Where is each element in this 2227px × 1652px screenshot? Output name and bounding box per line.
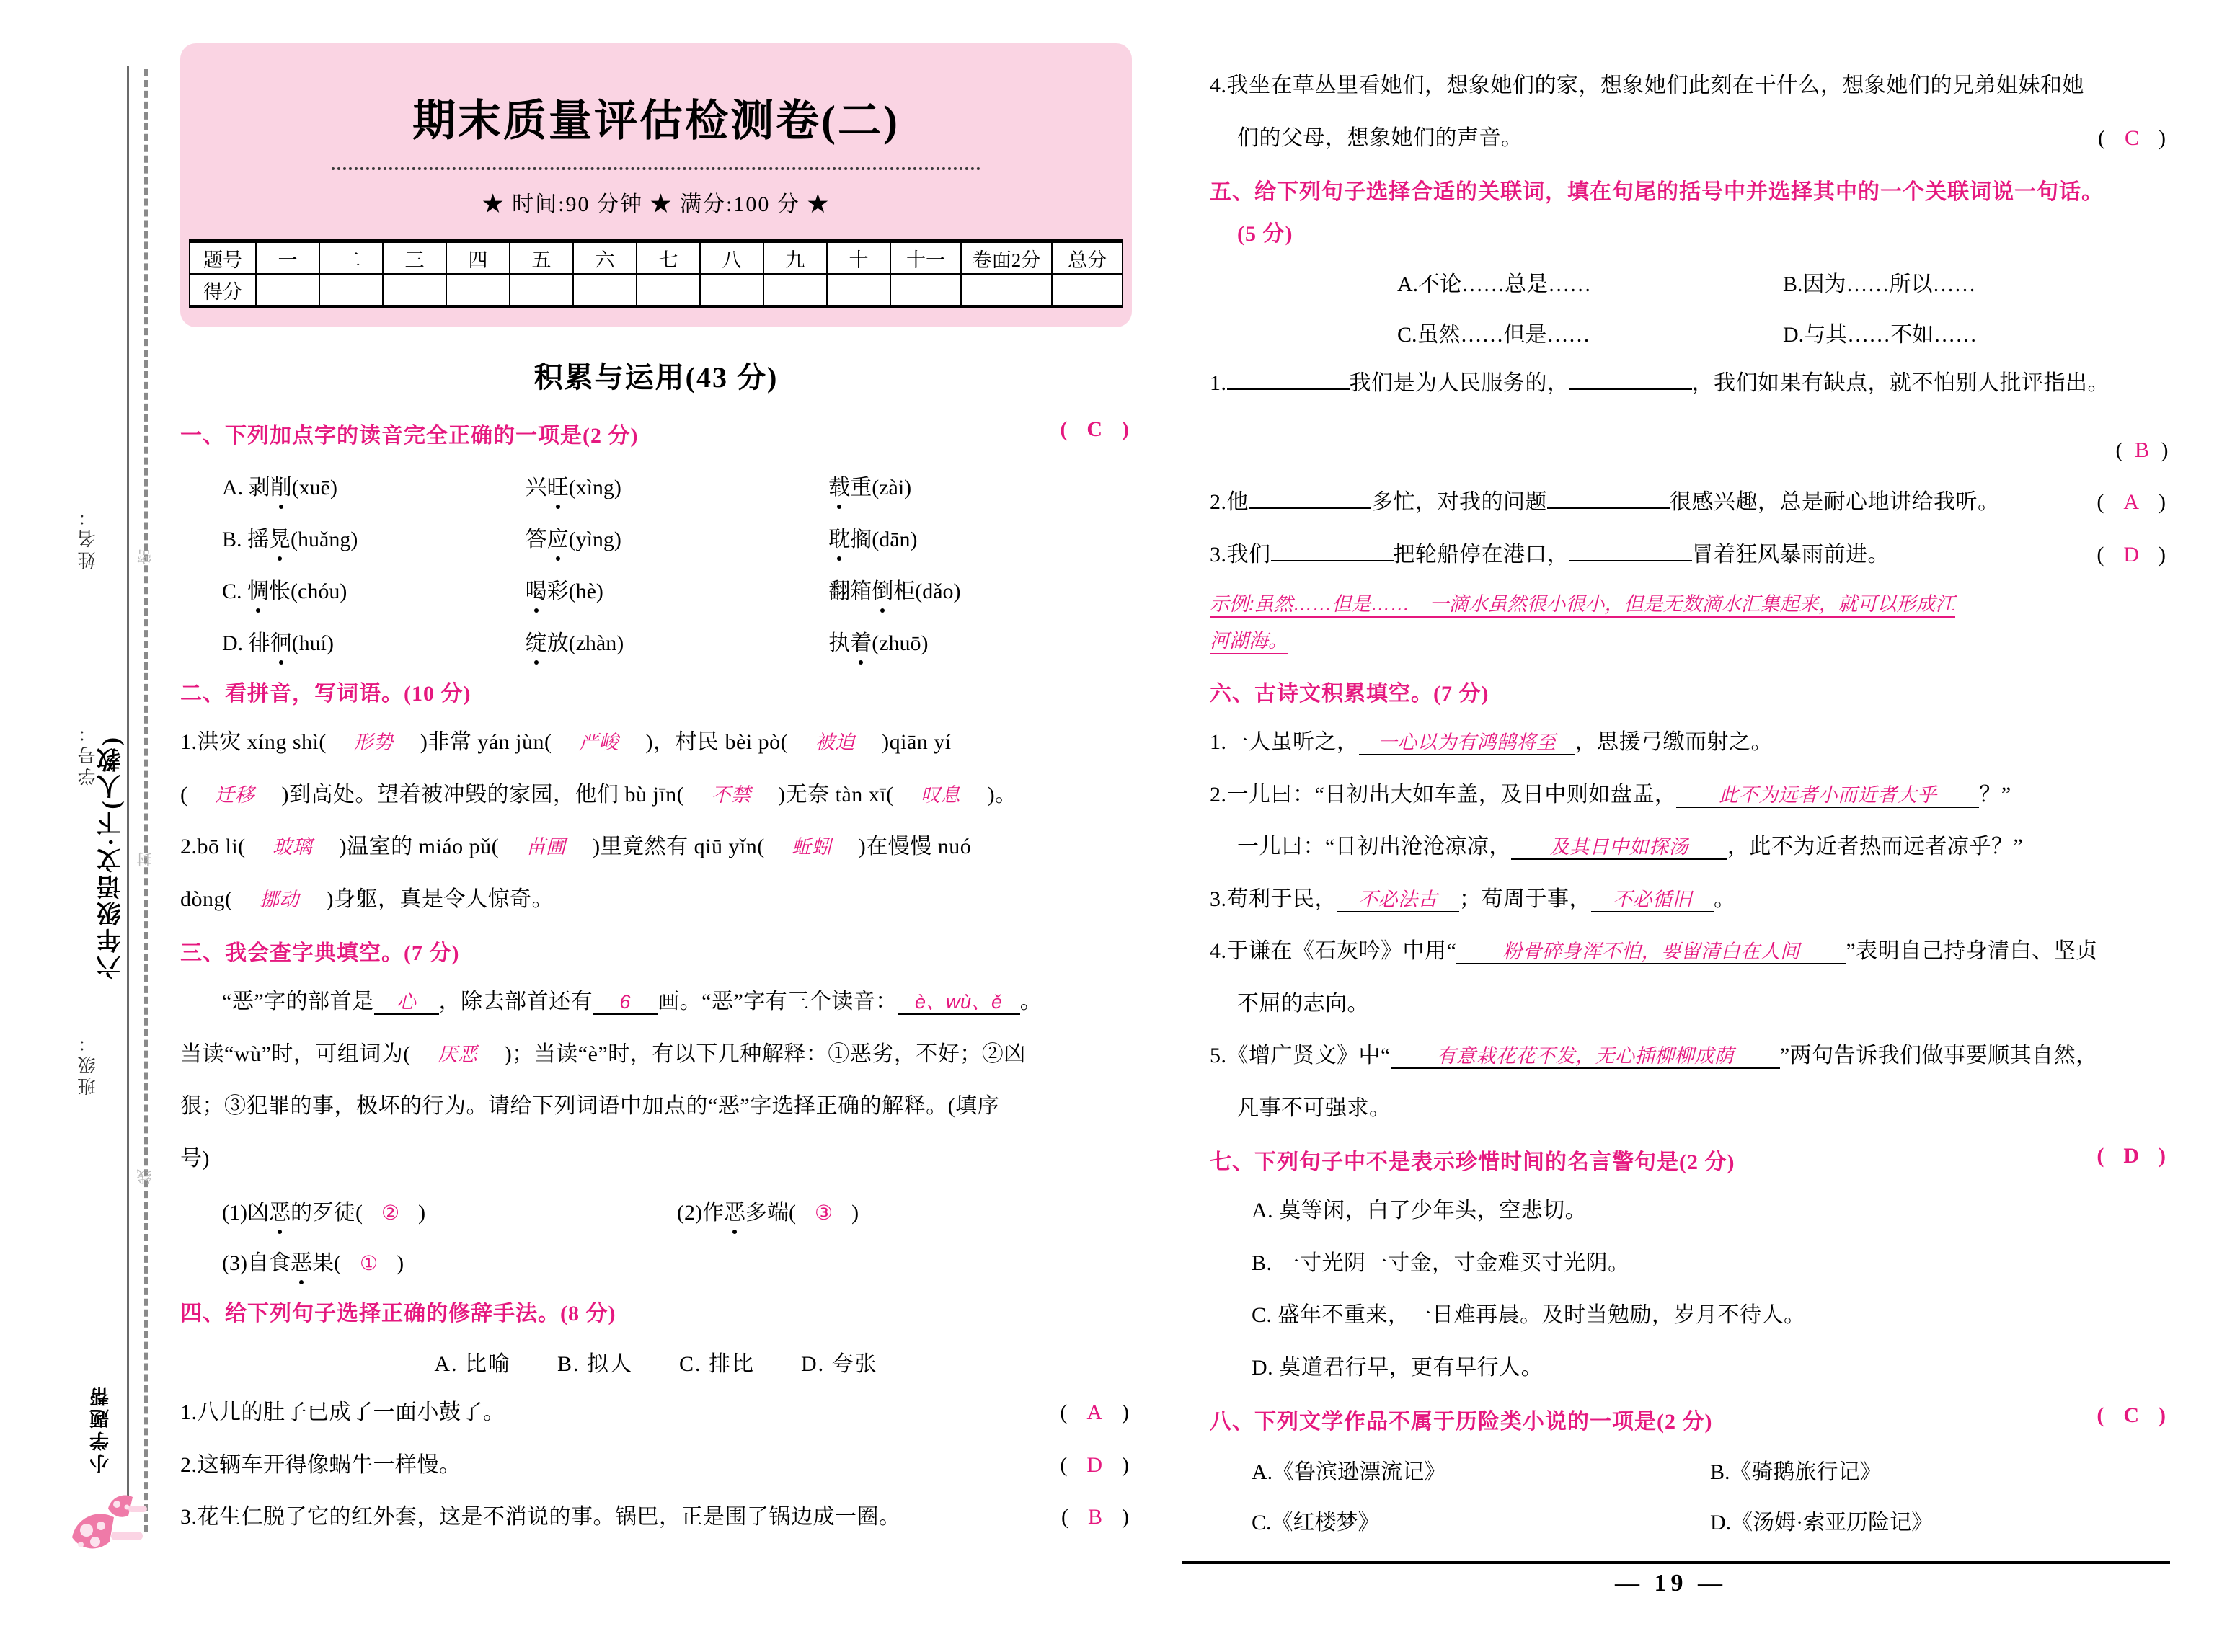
table-row	[190, 274, 1123, 307]
answer-tanxi[interactable]: 叹息	[921, 783, 961, 806]
section-5-option-c[interactable]: C.虽然……但是……	[1397, 323, 1590, 347]
section-5-q1-answer-box: ( B )	[2115, 438, 2169, 462]
section-3-heading: 三、我会查字典填空。(7 分)	[180, 941, 460, 965]
section-4-q1: 1.八儿的肚子已成了一面小鼓了。 ( A )	[180, 1396, 1132, 1430]
answer-readings[interactable]: è、wù、ě	[898, 992, 1020, 1015]
score-cell-9[interactable]	[763, 274, 827, 307]
section-7-option-d[interactable]: D. 莫道君行早，更有早行人。	[1252, 1355, 1544, 1380]
section-4-q2-answer-box: ( D )	[1060, 1452, 1132, 1477]
score-table	[189, 239, 1123, 308]
section-4-q2: 2.这辆车开得像蜗牛一样慢。 ( D )	[180, 1449, 1132, 1483]
section-6-q5: 5.《增广贤文》中“ 有意栽花花不发，无心插柳柳成荫 ”两句告诉我们做事要顺其自然，	[1210, 1044, 2098, 1068]
section-5-q1-blank-1[interactable]	[1227, 388, 1350, 390]
answer-miaopu[interactable]: 苗圃	[526, 836, 566, 858]
option-a-item-3: 载重(zài)	[828, 476, 912, 499]
section-4-choices: A. 比喻 B. 拟人 C. 排比 D. 夸张	[434, 1352, 878, 1376]
section-5-q2-answer-box: ( A )	[2097, 490, 2169, 514]
section-5-options-row1	[1397, 266, 2169, 298]
part-title: 积累与运用(43 分)	[533, 361, 779, 394]
name-field-label: 姓名：	[79, 505, 98, 569]
option-b-item-3: 耽搁(dān)	[828, 528, 918, 551]
section-6-q2b: 一儿曰：“日初出沧沧凉凉， 及其日中如探汤 ，此不为近者热而远者凉乎？”	[1237, 835, 2024, 859]
answer-item-3: ①	[359, 1253, 378, 1275]
left-column	[180, 43, 1132, 1535]
class-field-label: 班级：	[79, 1031, 98, 1096]
col-neatness: 卷面2分	[961, 241, 1052, 275]
section-8-answer: C	[2123, 1403, 2142, 1428]
answer-bujin[interactable]: 不禁	[711, 783, 751, 806]
row-label-number: 题号	[190, 241, 256, 275]
answer-boli[interactable]: 玻璃	[273, 836, 313, 858]
section-1-answer-box: ( C )	[1060, 417, 1132, 441]
section-5-points: (5 分)	[1237, 222, 1293, 246]
option-a-item-1: A. 剥削(xuē)	[222, 476, 337, 499]
section-5-q3-answer-box: ( D )	[2097, 542, 2169, 567]
section-6-q2b-answer[interactable]: 及其日中如探汤	[1511, 837, 1727, 860]
section-5-q2-blank-1[interactable]	[1249, 507, 1371, 509]
option-c-item-3: 翻箱倒柜(dǎo)	[828, 579, 961, 603]
section-6-q3-answer-1[interactable]: 不必法古	[1337, 889, 1459, 912]
score-cell-total[interactable]	[1052, 274, 1123, 307]
score-cell-4[interactable]	[446, 274, 510, 307]
section-5-heading: 五、给下列句子选择合适的关联词，填在句尾的括号中并选择其中的一个关联词说一句话。	[1210, 180, 2104, 204]
section-4-heading: 四、给下列句子选择正确的修辞手法。(8 分)	[180, 1302, 616, 1325]
option-c-item-1: C. 惆怅(chóu)	[222, 579, 347, 603]
section-7-heading-text: 七、下列句子中不是表示珍惜时间的名言警句是(2 分)	[1210, 1150, 1735, 1175]
option-b-item-1: B. 摇晃(huǎng)	[222, 528, 358, 551]
section-1-option-c[interactable]	[222, 573, 1132, 605]
seal-dashed-line	[144, 69, 148, 1532]
score-cell-5[interactable]	[510, 274, 573, 307]
section-1-heading-text: 一、下列加点字的读音完全正确的一项是(2 分)	[180, 424, 639, 448]
answer-item-1: ②	[381, 1202, 400, 1225]
option-c-item-2: 喝彩(hè)	[525, 579, 603, 603]
section-5-q2-answer: A	[2123, 490, 2142, 514]
section-2-q1-line2: ( 迁移 )到高处。望着被冲毁的家园，他们 bù jīn( 不禁 )无奈 tàn xī( 叹息 )。	[180, 782, 1017, 807]
section-1-option-d[interactable]	[222, 625, 1132, 657]
section-5-q1-answer-row	[1210, 434, 2169, 468]
option-d-item-2: 绽放(zhàn)	[525, 631, 624, 655]
section-5-option-b[interactable]: B.因为……所以……	[1783, 272, 1976, 296]
col-3: 三	[383, 241, 446, 275]
section-4-q1-answer: A	[1086, 1400, 1105, 1424]
section-7-heading	[1210, 1144, 2169, 1176]
volume-title: 六年级语文·下(人教)	[98, 735, 125, 980]
section-5-q1-blank-2[interactable]	[1569, 388, 1692, 390]
section-4-q3-answer-box: ( B )	[1061, 1505, 1132, 1529]
score-cell-3[interactable]	[383, 274, 446, 307]
col-2: 二	[319, 241, 383, 275]
section-2-q2-line2: dòng( 挪动 )身躯，真是令人惊奇。	[180, 887, 554, 911]
section-5-option-a[interactable]: A.不论……总是……	[1397, 272, 1592, 296]
col-total: 总分	[1052, 241, 1123, 275]
section-6-q1-answer[interactable]: 一心以为有鸿鹄将至	[1359, 732, 1575, 755]
section-6-q2-answer[interactable]: 此不为远者小而近者大乎	[1676, 785, 1979, 808]
section-8-option-b[interactable]: B.《骑鹅旅行记》	[1710, 1460, 1882, 1485]
section-5-q1: 1. 我们是为人民服务的， ，我们如果有缺点，就不怕别人批评指出。	[1210, 371, 2109, 395]
section-3-items-row2	[222, 1245, 1132, 1276]
section-7-answer-box: ( D )	[2097, 1144, 2169, 1168]
answer-qianyi[interactable]: 迁移	[215, 783, 254, 806]
right-column	[1210, 69, 2169, 1536]
section-7-option-a[interactable]: A. 莫等闲，白了少年头，空悲切。	[1252, 1199, 1588, 1223]
exam-header-card	[180, 43, 1132, 327]
score-cell-neatness[interactable]	[961, 274, 1052, 307]
brand-name: 小学题帮	[90, 1384, 112, 1473]
section-1-option-a[interactable]	[222, 469, 1132, 501]
section-1-answer: C	[1086, 417, 1105, 441]
title-divider	[332, 167, 980, 170]
section-6-q3-answer-2[interactable]: 不必循旧	[1591, 889, 1714, 912]
section-5-q3: 3.我们 把轮船停在港口， 冒着狂风暴雨前进。 ( D )	[1210, 538, 2169, 572]
seal-word-xian: 线	[136, 1168, 154, 1184]
section-5-option-d[interactable]: D.与其……不如……	[1783, 323, 1978, 347]
answer-yanjun[interactable]: 严峻	[578, 732, 619, 753]
col-9: 九	[763, 241, 827, 275]
answer-beipo[interactable]: 被迫	[815, 732, 855, 753]
section-3-item-3[interactable]: (3)自食恶果( ① )	[222, 1251, 404, 1275]
section-5-q2-blank-2[interactable]	[1547, 507, 1670, 509]
section-2-heading: 二、看拼音，写词语。(10 分)	[180, 682, 471, 706]
section-4-q4-answer-box: ( C )	[2097, 125, 2169, 150]
col-5: 五	[510, 241, 573, 275]
section-7-answer: D	[2123, 1144, 2142, 1168]
section-6-q5-answer[interactable]: 有意栽花花不发，无心插柳柳成荫	[1391, 1046, 1780, 1069]
section-4-q4-line1: 4.我坐在草丛里看她们，想象她们的家，想象她们此刻在干什么，想象她们的兄弟姐妹和她	[1210, 74, 2084, 97]
section-5-q1-answer: B	[2134, 438, 2150, 462]
section-6-heading: 六、古诗文积累填空。(7 分)	[1210, 682, 1489, 706]
section-6-q4-answer[interactable]: 粉骨碎身浑不怕，要留清白在人间	[1456, 941, 1846, 964]
section-3-line2: 当读“wù”时，可组词为( 厌恶 )；当读“è”时，有以下几种解释：①恶劣，不好；②凶	[180, 1042, 1026, 1066]
score-cell-1[interactable]	[256, 274, 319, 307]
section-5-q3-blank-2[interactable]	[1569, 560, 1692, 561]
score-cell-7[interactable]	[637, 274, 700, 307]
section-6-q3: 3.苟利于民， 不必法古 ；苟周于事， 不必循旧 。	[1210, 887, 1736, 911]
option-b-item-2: 答应(yìng)	[525, 528, 621, 551]
section-8-option-d[interactable]: D.《汤姆·索亚历险记》	[1710, 1511, 1934, 1535]
option-d-item-1: D. 徘徊(huí)	[222, 631, 334, 655]
section-4-q4-line2: 们的父母，想象她们的声音。 ( C )	[1237, 122, 2169, 156]
section-5-q3-answer: D	[2123, 542, 2142, 567]
section-8-option-a[interactable]: A.《鲁滨逊漂流记》	[1252, 1460, 1446, 1485]
score-cell-10[interactable]	[827, 274, 890, 307]
section-4-q2-answer: D	[1086, 1452, 1105, 1477]
seal-word-feng: 封	[136, 851, 154, 867]
section-4-q3-answer: B	[1087, 1505, 1105, 1529]
score-cell-8[interactable]	[700, 274, 763, 307]
answer-xingshi[interactable]: 形势	[353, 732, 394, 753]
col-7: 七	[637, 241, 700, 275]
section-6-q1: 1.一人虽听之， 一心以为有鸿鹄将至 ，思援弓缴而射之。	[1210, 730, 1773, 755]
section-3-items-row1	[222, 1194, 1132, 1226]
section-4-q3: 3.花生仁脱了它的红外套，这是不消说的事。锅巴，正是围了锅边成一圈。 ( B )	[180, 1501, 1132, 1535]
col-1: 一	[256, 241, 319, 275]
option-a-item-2: 兴旺(xìng)	[525, 476, 621, 499]
section-3-line4: 号)	[180, 1146, 210, 1171]
answer-nuodong[interactable]: 挪动	[260, 888, 299, 910]
section-6-q4-line2: 不屈的志向。	[1237, 991, 1369, 1016]
section-5-example-text2: 河湖海。	[1210, 630, 1288, 654]
section-6-q5-line2: 凡事不可强求。	[1237, 1096, 1391, 1120]
answer-radical[interactable]: 心	[374, 992, 439, 1015]
section-3-line3: 狠；③犯罪的事，极坏的行为。请给下列词语中加点的“恶”字选择正确的解释。(填序	[180, 1094, 1000, 1118]
page-number: — 19 —	[1615, 1570, 1727, 1597]
mushroom-logo-icon	[66, 1481, 153, 1568]
col-6: 六	[573, 241, 637, 275]
answer-word-wu[interactable]: 厌恶	[438, 1043, 478, 1065]
section-1-heading	[180, 417, 1132, 449]
col-10: 十	[827, 241, 890, 275]
section-8-options-row1	[1252, 1454, 2169, 1486]
col-4: 四	[446, 241, 510, 275]
seal-word-mi: 密	[136, 548, 154, 564]
section-7-option-b[interactable]: B. 一寸光阴一寸金，寸金难买寸光阴。	[1252, 1251, 1630, 1275]
answer-qiuyin[interactable]: 蚯蚓	[792, 836, 832, 858]
section-2-q1-line1: 1.洪灾 xíng shì( 形势 )非常 yán jùn( 严峻 )，村民 bèi pò( 被迫 )qiān yí	[180, 730, 952, 754]
exam-title: 期末质量评估检测卷(二)	[412, 97, 900, 145]
col-8: 八	[700, 241, 763, 275]
section-8-option-c[interactable]: C.《红楼梦》	[1252, 1511, 1380, 1535]
answer-item-2: ③	[814, 1202, 833, 1225]
section-3-line1: “恶”字的部首是 心 ，除去部首还有 6 画。“恶”字有三个读音： è、wù、ě 。	[222, 990, 1042, 1013]
exam-meta: ★ 时间:90 分钟 ★ 满分:100 分 ★	[482, 192, 831, 216]
section-8-options-row2	[1252, 1504, 2169, 1536]
answer-strokes[interactable]: 6	[593, 992, 658, 1015]
score-cell-6[interactable]	[573, 274, 637, 307]
section-6-q2: 2.一儿曰：“日初出大如车盖，及日中则如盘盂， 此不为远者小而近者大乎 ？”	[1210, 782, 2011, 807]
score-cell-2[interactable]	[319, 274, 383, 307]
section-5-example-line2	[1210, 626, 2169, 657]
section-8-heading-text: 八、下列文学作品不属于历险类小说的一项是(2 分)	[1210, 1410, 1713, 1434]
section-2-q2-line1: 2.bō li( 玻璃 )温室的 miáo pǔ( 苗圃 )里竟然有 qiū yǐn( 蚯蚓 )在慢慢 nuó	[180, 835, 972, 858]
student-id-field-label: 学号：	[79, 721, 98, 786]
section-5-example-line1	[1210, 589, 2169, 620]
section-4-q1-answer-box: ( A )	[1060, 1400, 1132, 1424]
row-label-score: 得分	[190, 274, 256, 307]
section-5-example-text1: 示例:虽然……但是…… 一滴水虽然很小很小，但是无数滴水汇集起来，就可以形成江	[1210, 593, 1955, 618]
section-5-q3-blank-1[interactable]	[1271, 560, 1394, 561]
section-8-answer-box: ( C )	[2097, 1403, 2169, 1428]
section-3-item-1[interactable]: (1)凶恶的歹徒( ② )	[222, 1201, 426, 1225]
score-cell-11[interactable]	[890, 274, 961, 307]
option-d-item-3: 执着(zhuō)	[828, 631, 929, 655]
footer-divider	[1182, 1561, 2170, 1564]
section-5-q2: 2.他 多忙，对我的问题 很感兴趣，总是耐心地讲给我听。 ( A )	[1210, 486, 2169, 520]
section-6-q4: 4.于谦在《石灰吟》中用“ 粉骨碎身浑不怕，要留清白在人间 ”表明自己持身清白、坚贞	[1210, 939, 2098, 964]
section-7-option-c[interactable]: C. 盛年不重来，一日难再晨。及时当勉励，岁月不待人。	[1252, 1303, 1806, 1328]
section-5-options-row2	[1397, 316, 2169, 348]
section-3-item-2[interactable]: (2)作恶多端( ③ )	[677, 1201, 859, 1225]
section-1-option-b[interactable]	[222, 521, 1132, 553]
section-8-heading	[1210, 1403, 2169, 1435]
col-11: 十一	[890, 241, 961, 275]
table-row	[190, 241, 1123, 275]
section-4-q4-answer: C	[2124, 125, 2142, 150]
